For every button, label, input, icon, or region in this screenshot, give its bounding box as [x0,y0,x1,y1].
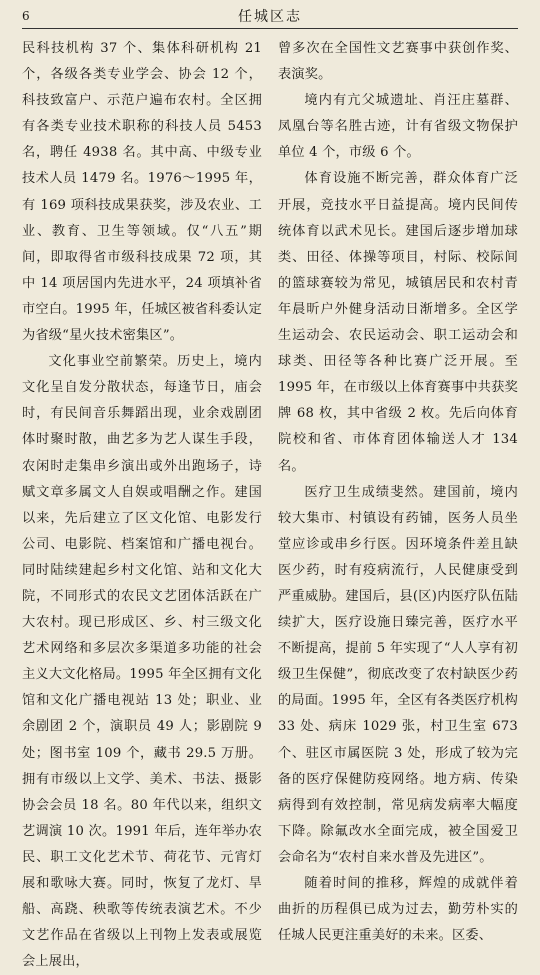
paragraph: 文化事业空前繁荣。历史上，境内文化呈自发分散状态，每逢节日，庙会时，有民间音乐舞蹈出现，业余戏剧团体时聚时散，曲艺多为艺人谋生手段，农闲时走集串乡演出或外出跑场子，诗赋文章多属文人自娱或唱酬之作。建国以来，先后建立了区文化馆、电影发行公司、电影院、档案馆和广播电视台。同时陆续建起乡村文化馆、站和文化大院，不同形式的农民文艺团体活跃在广大农村。现已形成区、乡、村三级文化艺术网络和多层次多渠道多功能的社会主义大文化格局。1995 年全区拥有文化馆和文化广播电视站 13 处；职业、业余剧团 2 个，演职员 49 人；影剧院 9 处；图书室 109 个，藏书 29.5 万册。拥有市级以上文学、美术、书法、摄影协会会员 18 名。80 年代以来，组织文艺调演 10 次。1991 年后，连年举办农民、职工文化艺术节、荷花节、元宵灯展和歌咏大赛。同时，恢复了龙灯、旱船、高跷、秧歌等传统表演艺术。不少文艺作品在省级以上刊物上发表或展览会上展出， [22,354,262,970]
paragraph: 体育设施不断完善，群众体育广泛开展，竞技水平日益提高。境内民间传统体育以武术见长。建国后逐步增加球类、田径、体操等项目，村际、校际间的篮球赛较为常见，城镇居民和农村青年晨昕户外健身活动日渐增多。全区学生运动会、农民运动会、职工运动会和球类、田径等各种比赛广泛开展。至 1995 年，在市级以上体育赛事中共获奖牌 68 枚，其中省级 2 枚。先后向体育院校和省、市体育团体输送人才 134 名。 [278,171,518,474]
left-column [22,36,262,970]
header-rule [22,28,518,29]
paragraph: 曾多次在全国性文艺赛事中获创作奖、表演奖。 [278,41,518,83]
paragraph: 民科技机构 37 个、集体科研机构 21 个，各级各类专业学会、协会 12 个，科技致富户、示范户遍布农村。全区拥有各类专业技术职称的科技人员 5453 名，聘任 4938 名。其中高、中级专业技术人员 1479 名。1976～1995 年，有 169 项科技成果获奖，涉及农业、工业、教育、卫生等领域。仅“八五”期间，即取得省市级科技成果 72 项，其中 14 项居国内先进水平，24 项填补省市空白。1995 年，任城区被省科委认定为省级“星火技术密集区”。 [22,41,262,344]
page-header [22,0,518,30]
running-title: 任城区志 [238,9,302,25]
paragraph: 境内有亢父城遗址、肖汪庄墓群、凤凰台等名胜古迹，计有省级文物保护单位 4 个，市级 6 个。 [278,93,518,161]
page-number: 6 [22,9,30,23]
right-column [278,36,518,944]
paragraph: 随着时间的推移，辉煌的成就伴着曲折的历程俱已成为过去，勤劳朴实的任城人民更注重美好的未来。区委、 [278,876,518,944]
text-columns [22,36,518,970]
paragraph: 医疗卫生成绩斐然。建国前，境内较大集市、村镇设有药铺，医务人员坐堂应诊或串乡行医。因环境条件差且缺医少药，时有疫病流行，人民健康受到严重威胁。建国后，县(区)内医疗队伍陆续扩大，医疗设施日臻完善，医疗水平不断提高，提前 5 年实现了“人人享有初级卫生保健”，彻底改变了农村缺医少药的局面。1995 年，全区有各类医疗机构 33 处、病床 1029 张，村卫生室 673 个、驻区市属医院 3 处，形成了较为完备的医疗保健防疫网络。地方病、传染病得到有效控制，常见病发病率大幅度下降。除氟改水全面完成，被全国爱卫会命名为“农村自来水普及先进区”。 [278,484,518,865]
